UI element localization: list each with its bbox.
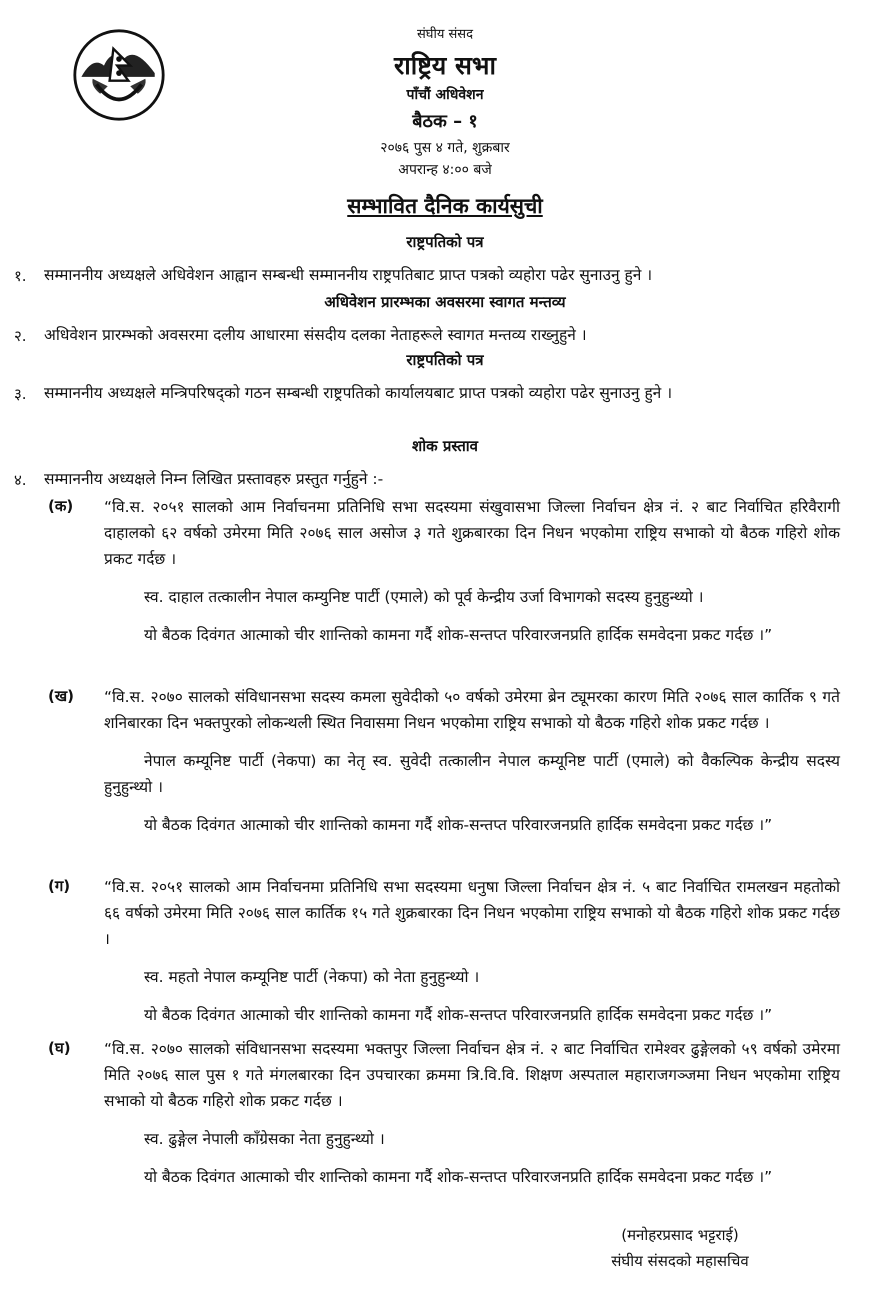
item-text-1: सम्माननीय अध्यक्षले अधिवेशन आह्वान सम्बन्धी सम्माननीय राष्ट्रपतिबाट प्राप्त पत्रको व्यहोरा पढेर सुनाउनु हुने । [44,266,653,284]
motion-kha-paragraph-3: यो बैठक दिवंगत आत्माको चीर शान्तिको कामना गर्दै शोक-सन्तप्त परिवारजनप्रति हार्दिक समवेदना प्रकट गर्दछ ।” [144,816,773,834]
sitting-time: अपरान्ह ४:०० बजे [398,162,492,178]
agenda-title: सम्भावित दैनिक कार्यसुची [347,194,543,218]
item-number-3: ३. [14,385,27,403]
motion-gha [104,1036,840,1202]
motion-ga-paragraph-1: “वि.स. २०५१ सालको आम निर्वाचनमा प्रतिनिधि सभा सदस्यमा धनुषा जिल्ला निर्वाचन क्षेत्र नं. ५ बाट निर्वाचित रामलखन महतोको ६६ वर्षको उमेरमा मिति २०७६ साल कार्तिक १५ गते शुक्रबारका दिन निधन भएकोमा राष्ट्रिय सभाको यो बैठक गहिरो शोक प्रकट गर्दछ । [104,878,840,948]
motion-label-kha: (ख) [48,687,74,705]
item-number-2: २. [14,327,27,345]
section-heading-1: राष्ट्रपतिको पत्र [406,233,484,251]
signatory-name: (मनोहरप्रसाद भट्टराई) [621,1226,739,1244]
motion-ka-paragraph-2: स्व. दाहाल तत्कालीन नेपाल कम्युनिष्ट पार्टी (एमाले) को पूर्व केन्द्रीय उर्जा विभागको सदस्य हुनुहुन्थ्यो । [144,588,704,606]
motion-ka [104,494,840,660]
session-label: पाँचौं अधिवेशन [406,87,484,103]
motion-kha-paragraph-2: नेपाल कम्यूनिष्ट पार्टी (नेकपा) का नेतृ स्व. सुवेदी तत्कालीन नेपाल कम्यूनिष्ट पार्टी (एमाले) को वैकल्पिक केन्द्रीय सदस्य हुनुहुन्थ्यो । [104,752,840,796]
sitting-date: २०७६ पुस ४ गते, शुक्रबार [380,140,510,156]
motion-label-gha: (घ) [48,1039,71,1057]
motion-kha-paragraph-1: “वि.स. २०७० सालको संविधानसभा सदस्य कमला सुवेदीको ५० वर्षको उमेरमा ब्रेन ट्यूमरका कारण मिति २०७६ साल कार्तिक ९ गते शनिबारका दिन भक्तपुरको लोकन्थली स्थित निवासमा निधन भएकोमा राष्ट्रिय सभाको यो बैठक गहिरो शोक प्रकट गर्दछ । [104,688,840,732]
signature-block [560,1222,800,1274]
item-number-4: ४. [14,471,27,489]
motion-kha [104,684,840,850]
house-name: राष्ट्रिय सभा [394,51,496,80]
motion-ga-paragraph-3: यो बैठक दिवंगत आत्माको चीर शान्तिको कामना गर्दै शोक-सन्तप्त परिवारजनप्रति हार्दिक समवेदना प्रकट गर्दछ ।” [144,1006,773,1024]
motion-gha-paragraph-2: स्व. ढुङ्गेल नेपाली काँग्रेसका नेता हुनुहुन्थ्यो । [144,1130,385,1148]
parliament-name: संघीय संसद [417,27,473,42]
item-number-1: १. [14,267,27,285]
item-text-2: अधिवेशन प्रारम्भको अवसरमा दलीय आधारमा संसदीय दलका नेताहरूले स्वागत मन्तव्य राख्नुहुने । [44,326,587,344]
motion-ga-paragraph-2: स्व. महतो नेपाल कम्यूनिष्ट पार्टी (नेकपा) को नेता हुनुहुन्थ्यो । [144,968,480,986]
motion-ka-paragraph-3: यो बैठक दिवंगत आत्माको चीर शान्तिको कामना गर्दै शोक-सन्तप्त परिवारजनप्रति हार्दिक समवेदना प्रकट गर्दछ ।” [144,626,773,644]
section-heading-2: अधिवेशन प्रारम्भका अवसरमा स्वागत मन्तव्य [324,293,566,311]
motion-ka-paragraph-1: “वि.स. २०५१ सालको आम निर्वाचनमा प्रतिनिधि सभा सदस्यमा संखुवासभा जिल्ला निर्वाचन क्षेत्र नं. २ बाट निर्वाचित हरिवैरागी दाहालको ६२ वर्षको उमेरमा मिति २०७६ साल असोज ३ गते शुक्रबारका दिन निधन भएकोमा राष्ट्रिय सभाको यो बैठक गहिरो शोक प्रकट गर्दछ । [104,498,840,568]
item-text-4: सम्माननीय अध्यक्षले निम्न लिखित प्रस्तावहरु प्रस्तुत गर्नुहुने :- [44,470,384,488]
motion-label-ga: (ग) [48,877,71,895]
item-text-3: सम्माननीय अध्यक्षले मन्त्रिपरिषद्को गठन सम्बन्धी राष्ट्रपतिको कार्यालयबाट प्राप्त पत्रको व्यहोरा पढेर सुनाउनु हुने । [44,384,673,402]
sitting-number: बैठक – १ [412,111,478,132]
motion-label-ka: (क) [48,497,74,515]
motion-gha-paragraph-1: “वि.स. २०७० सालको संविधानसभा सदस्यमा भक्तपुर जिल्ला निर्वाचन क्षेत्र नं. २ बाट निर्वाचित रामेश्वर ढुङ्गेलको ५९ वर्षको उमेरमा मिति २०७६ साल पुस १ गते मंगलबारका दिन उपचारका क्रममा त्रि.वि.वि. शिक्षण अस्पताल महाराजगञ्जमा निधन भएकोमा राष्ट्रिय सभाको यो बैठक गहिरो शोक प्रकट गर्दछ । [104,1040,840,1110]
motion-gha-paragraph-3: यो बैठक दिवंगत आत्माको चीर शान्तिको कामना गर्दै शोक-सन्तप्त परिवारजनप्रति हार्दिक समवेदना प्रकट गर्दछ ।” [144,1168,773,1186]
motion-ga [104,874,840,1040]
section-heading-3: राष्ट्रपतिको पत्र [406,351,484,369]
section-heading-4: शोक प्रस्ताव [412,437,478,455]
signatory-title: संघीय संसदको महासचिव [611,1252,749,1270]
